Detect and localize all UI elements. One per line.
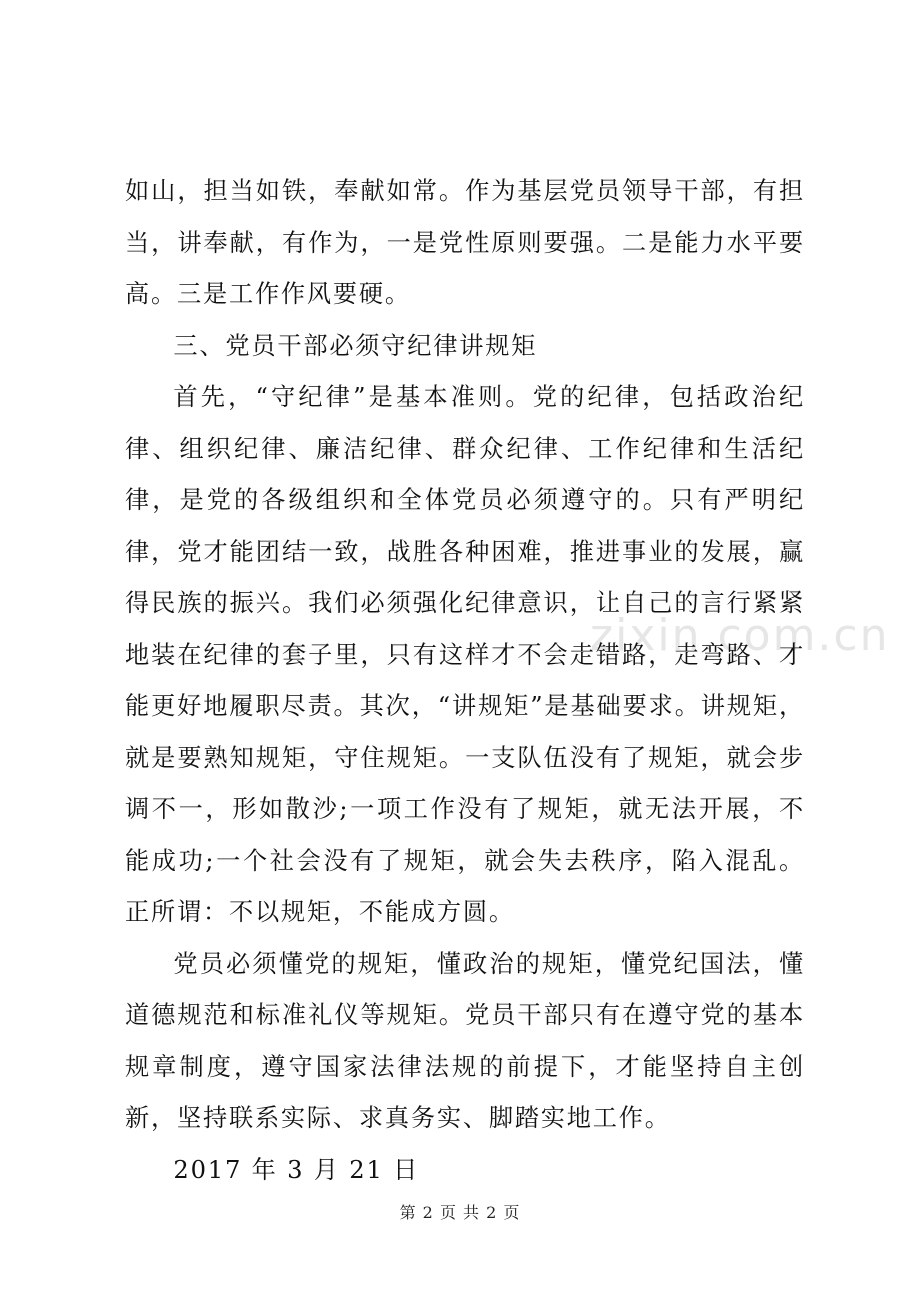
page-number: 第 2 页 共 2 页 [399,1203,521,1222]
watermark: zixin.com.cn [590,610,890,661]
document-body [125,166,805,1196]
paragraph-3: 党员必须懂党的规矩，懂政治的规矩，懂党纪国法，懂道德规范和标准礼仪等规矩。党员干部只有在遵守党的基本规章制度，遵守国家法律法规的前提下，才能坚持自主创新，坚持联系实际、求真务实、脚踏实地工作。 [125,949,805,1132]
document-date: 2017 年 3 月 21 日 [173,1155,420,1184]
paragraph-2: 首先，“守纪律”是基本准则。党的纪律，包括政治纪律、组织纪律、廉洁纪律、群众纪律、工作纪律和生活纪律，是党的各级组织和全体党员必须遵守的。只有严明纪律，党才能团结一致，战胜各种困难，推进事业的发展，赢得民族的振兴。我们必须强化纪律意识，让自己的言行紧紧地装在纪律的套子里，只有这样才不会走错路，走弯路、才能更好地履职尽责。其次，“讲规矩”是基础要求。讲规矩，就是要熟知规矩，守住规矩。一支队伍没有了规矩，就会步调不一，形如散沙;一项工作没有了规矩，就无法开展，不能成功;一个社会没有了规矩，就会失去秩序，陷入混乱。正所谓：不以规矩，不能成方圆。 [125,383,805,926]
paragraph-1: 如山，担当如铁，奉献如常。作为基层党员领导干部，有担当，讲奉献，有作为，一是党性原则要强。二是能力水平要高。三是工作作风要硬。 [125,177,805,308]
section-heading: 三、党员干部必须守纪律讲规矩 [173,331,538,360]
